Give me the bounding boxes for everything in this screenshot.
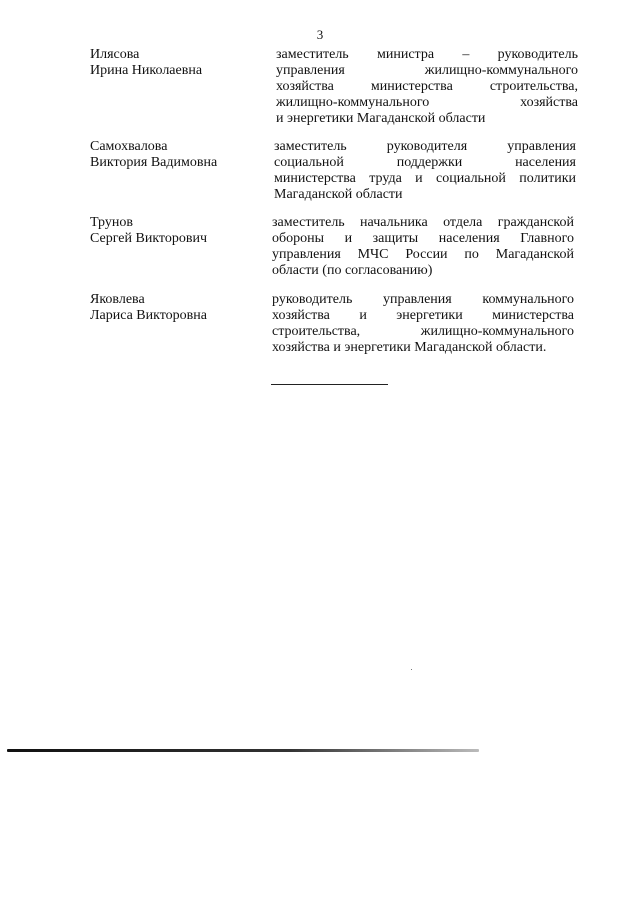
end-of-list-separator [271,384,388,385]
position-line: жилищно-коммунального хозяйства [276,95,578,110]
scan-speck [411,669,412,670]
position-line: управления жилищно-коммунального [276,63,578,78]
member-given-names: Виктория Вадимовна [90,155,218,170]
member-given-names: Ирина Николаевна [90,63,203,78]
member-surname: Яковлева [90,292,145,307]
position-line: обороны и защиты населения Главного [272,231,574,246]
member-surname: Илясова [90,47,140,62]
member-given-names: Лариса Викторовна [90,308,207,323]
member-name [90,47,270,79]
member-position [272,215,574,279]
position-line: заместитель министра – руководитель [276,47,578,62]
scan-edge-line [7,749,479,752]
position-line: строительства, жилищно-коммунального [272,324,574,339]
member-surname: Самохвалова [90,139,168,154]
position-line: управления МЧС России по Магаданской [272,247,574,262]
page-number: 3 [316,27,324,42]
position-line: заместитель руководителя управления [274,139,576,154]
position-line: заместитель начальника отдела гражданской [272,215,574,230]
position-line: Магаданской области [274,187,403,202]
position-line: и энергетики Магаданской области [276,111,486,126]
member-name [90,292,270,324]
member-position [274,139,576,203]
member-position [276,47,578,127]
position-line: руководитель управления коммунального [272,292,574,307]
position-line: хозяйства и энергетики Магаданской области. [272,340,547,355]
position-line: хозяйства министерства строительства, [276,79,578,94]
member-position [272,292,574,356]
member-name [90,139,270,171]
position-line: области (по согласованию) [272,263,433,278]
position-line: хозяйства и энергетики министерства [272,308,574,323]
position-line: министерства труда и социальной политики [274,171,576,186]
position-line: социальной поддержки населения [274,155,576,170]
member-given-names: Сергей Викторович [90,231,208,246]
member-name [90,215,270,247]
member-surname: Трунов [90,215,133,230]
